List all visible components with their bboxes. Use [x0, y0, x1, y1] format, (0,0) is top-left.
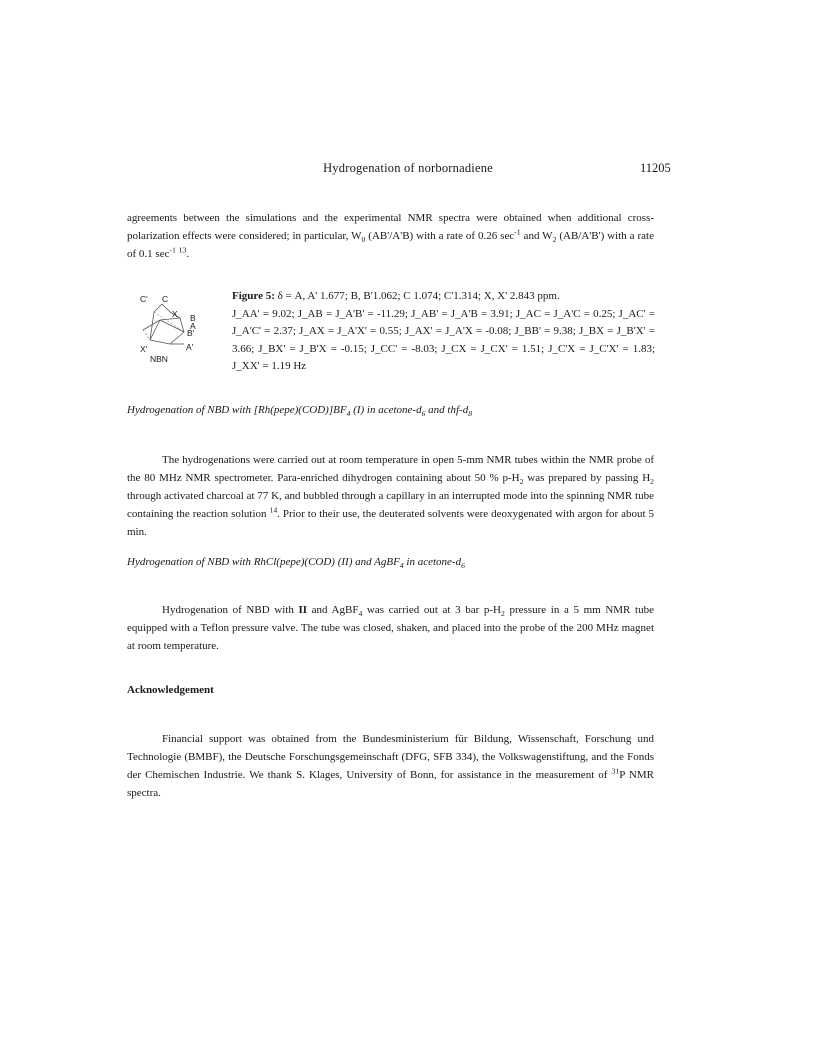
atom-label-c-prime: C': [140, 294, 148, 304]
atom-label-x: X: [172, 309, 178, 319]
hydrogenation-procedure-paragraph: The hydrogenations were carried out at room temperature in open 5-mm NMR tubes within the NMR probe of the 80 MHz NMR spectrometer. Para-enriched dihydrogen containing about 50 % $p-H_2$ was prepared by passing $H_2$ through activated charcoal at 77 K, and bubbled through a capillary in an interrupted mode into the spinning NMR tube containing the reaction solution $^{14}$. Prior to their use, the deuterated solvents were deoxygenated with argon for about 5 min.: [127, 454, 654, 538]
section-heading-rh-pepe-cod: Hydrogenation of NBD with $[Rh(pepe)(COD)]BF_4$ (I) in acetone-$d_6$ and thf-$d_8$: [127, 404, 473, 419]
atom-label-b-prime: B': [187, 328, 195, 338]
norbornadiene-structure: [140, 292, 230, 372]
molecule-name: NBN: [150, 354, 168, 364]
page-number: 11205: [640, 161, 671, 175]
atom-label-c: C: [162, 294, 169, 304]
running-header-title: Hydrogenation of norbornadiene: [323, 161, 493, 175]
acknowledgement-heading: Acknowledgement: [127, 684, 214, 696]
atom-label-a: A: [190, 321, 196, 331]
section-heading-rhcl-agbf4: Hydrogenation of NBD with RhCl(pepe)(COD) (II) and AgBF$_4$ in acetone-$d_6$: [127, 556, 465, 571]
chemical-shifts: δ = A, A' 1.677; B, B'1.062; C 1.074; C'1.314; X, X' 2.843 ppm.: [274, 290, 560, 302]
intro-paragraph: agreements between the simulations and the experimental NMR spectra were obtained when additional cross-polarization effects were considered; in particular, $W_0$ (AB'/A'B) with a rate of 0.26 $\sec^{-1}$ and $W_2$ (AB/A'B') with a rate of 0.1 $\sec^{-1} ^{13}$.: [127, 212, 654, 260]
atom-label-b: B: [190, 313, 196, 323]
atom-label-x-prime: X': [140, 344, 148, 354]
figure-5-caption: [232, 288, 655, 376]
acknowledgement-paragraph: Financial support was obtained from the Bundesministerium für Bildung, Wissenschaft, Forschung und Technologie (BMBF), the Deutsche Forschungsgemeinschaft (DFG, SFB 334), the Volkswagenstiftung, and the Fonds der Chemischen Industrie. We thank S. Klages, University of Bonn, for assistance in the measurement of $^{31}$P NMR spectra.: [127, 733, 654, 799]
coupling-constants: J_AA' = 9.02; J_AB = J_A'B' = -11.29; J_AB' = J_A'B = 3.91; J_AC = J_A'C = 0.25; J_AC' = J_A'C' = 2.37; J_AX = J_A'X' = 0.55; J_AX' = J_A'X = -0.08; J_BB' = 9.38; J_BX = J_B'X' = 3.66; J_BX' = J_B'X = -0.15; J_CC' = -8.03; J_CX = J_CX' = 1.51; J_C'X = J_C'X' = 1.83; J_XX' = 1.19 Hz: [232, 307, 655, 372]
agbf4-procedure-paragraph: Hydrogenation of NBD with II and AgBF$_4$ was carried out at 3 bar $p-H_2$ pressure in a 5 mm NMR tube equipped with a Teflon pressure valve. The tube was closed, shaken, and placed into the probe of the 200 MHz magnet at room temperature.: [127, 604, 654, 652]
figure-label: Figure 5:: [232, 290, 275, 302]
atom-label-a-prime: A': [186, 342, 194, 352]
